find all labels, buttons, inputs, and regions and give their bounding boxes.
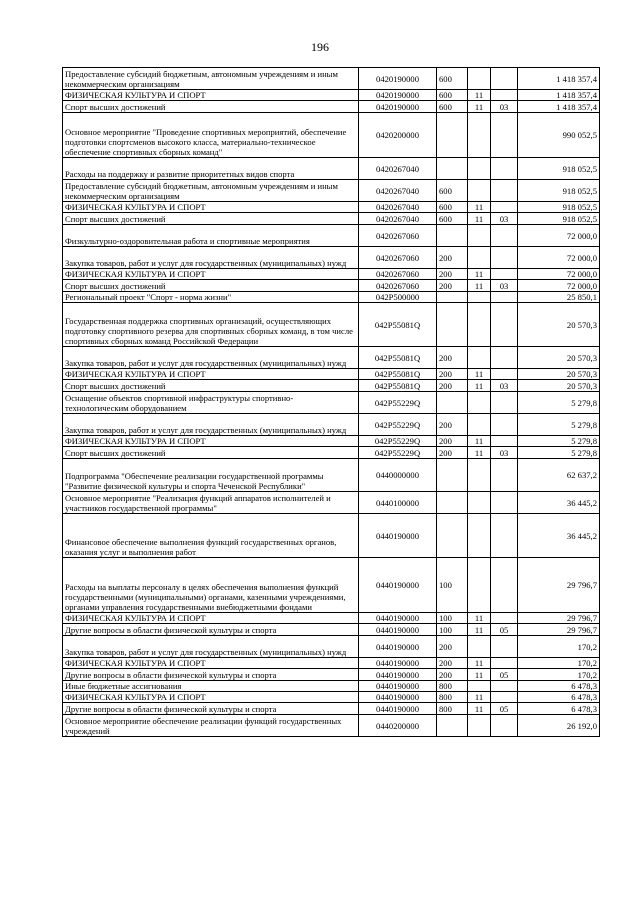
row-name: ФИЗИЧЕСКАЯ КУЛЬТУРА И СПОРТ — [63, 613, 359, 624]
row-sum: 20 570,3 — [518, 303, 600, 347]
table-row — [63, 158, 600, 180]
table-row — [63, 225, 600, 247]
row-section — [468, 715, 491, 737]
table-row — [63, 613, 600, 624]
row-name: ФИЗИЧЕСКАЯ КУЛЬТУРА И СПОРТ — [63, 90, 359, 101]
row-subsection — [491, 303, 518, 347]
row-expense-type: 100 — [437, 558, 468, 613]
row-name: Физкультурно-оздоровительная работа и спортивные мероприятия — [63, 225, 359, 247]
row-section — [468, 636, 491, 658]
row-code: 0440190000 — [359, 703, 437, 715]
row-expense-type: 600 — [437, 202, 468, 213]
row-section — [468, 459, 491, 492]
row-subsection: 03 — [491, 280, 518, 292]
row-name: ФИЗИЧЕСКАЯ КУЛЬТУРА И СПОРТ — [63, 202, 359, 213]
table-row — [63, 703, 600, 715]
table-row — [63, 101, 600, 113]
row-sum: 918 052,5 — [518, 202, 600, 213]
row-sum: 170,2 — [518, 658, 600, 669]
table-row — [63, 669, 600, 681]
row-subsection — [491, 292, 518, 303]
row-sum: 72 000,0 — [518, 280, 600, 292]
row-code: 0440190000 — [359, 636, 437, 658]
row-sum: 918 052,5 — [518, 158, 600, 180]
table-row — [63, 392, 600, 414]
row-section — [468, 681, 491, 692]
row-section: 11 — [468, 624, 491, 636]
row-expense-type: 200 — [437, 280, 468, 292]
table-row — [63, 113, 600, 158]
row-code: 0420267060 — [359, 225, 437, 247]
row-section — [468, 158, 491, 180]
row-subsection — [491, 68, 518, 90]
row-subsection — [491, 636, 518, 658]
row-subsection: 03 — [491, 213, 518, 225]
row-subsection — [491, 414, 518, 436]
row-name: Спорт высших достижений — [63, 380, 359, 392]
row-sum: 5 279,8 — [518, 392, 600, 414]
row-section: 11 — [468, 380, 491, 392]
row-section: 11 — [468, 436, 491, 447]
row-code: 042P55081Q — [359, 347, 437, 369]
row-code: 042P55229Q — [359, 436, 437, 447]
row-section — [468, 392, 491, 414]
table-row — [63, 269, 600, 280]
row-section: 11 — [468, 90, 491, 101]
row-sum: 6 478,3 — [518, 692, 600, 703]
row-sum: 170,2 — [518, 669, 600, 681]
row-name: Основное мероприятие "Проведение спортивных мероприятий, обеспечение подготовки спортсменов высокого класса, материально-техническое обеспечение спортивных сборных команд" — [63, 113, 359, 158]
table-row — [63, 247, 600, 269]
row-name: Другие вопросы в области физической культуры и спорта — [63, 703, 359, 715]
row-section: 11 — [468, 213, 491, 225]
row-section — [468, 492, 491, 514]
row-expense-type: 100 — [437, 624, 468, 636]
row-section — [468, 347, 491, 369]
row-section — [468, 558, 491, 613]
row-name: ФИЗИЧЕСКАЯ КУЛЬТУРА И СПОРТ — [63, 692, 359, 703]
row-name: ФИЗИЧЕСКАЯ КУЛЬТУРА И СПОРТ — [63, 269, 359, 280]
row-code: 0440190000 — [359, 692, 437, 703]
table-row — [63, 436, 600, 447]
row-code: 0420190000 — [359, 68, 437, 90]
row-subsection — [491, 269, 518, 280]
row-expense-type: 200 — [437, 658, 468, 669]
table-row — [63, 414, 600, 436]
row-subsection — [491, 658, 518, 669]
row-subsection — [491, 247, 518, 269]
row-expense-type — [437, 292, 468, 303]
row-code: 0440190000 — [359, 624, 437, 636]
row-name: Спорт высших достижений — [63, 101, 359, 113]
row-expense-type: 100 — [437, 613, 468, 624]
row-sum: 1 418 357,4 — [518, 101, 600, 113]
row-name: Закупка товаров, работ и услуг для государственных (муниципальных) нужд — [63, 247, 359, 269]
row-sum: 1 418 357,4 — [518, 68, 600, 90]
row-code: 0420200000 — [359, 113, 437, 158]
row-name: ФИЗИЧЕСКАЯ КУЛЬТУРА И СПОРТ — [63, 369, 359, 380]
row-expense-type: 600 — [437, 90, 468, 101]
row-subsection: 03 — [491, 101, 518, 113]
table-row — [63, 202, 600, 213]
row-expense-type: 200 — [437, 380, 468, 392]
row-subsection — [491, 369, 518, 380]
row-sum: 5 279,8 — [518, 447, 600, 459]
row-sum: 918 052,5 — [518, 213, 600, 225]
row-code: 0420190000 — [359, 101, 437, 113]
table-row — [63, 692, 600, 703]
row-expense-type: 200 — [437, 436, 468, 447]
row-sum: 20 570,3 — [518, 380, 600, 392]
row-section — [468, 303, 491, 347]
row-sum: 20 570,3 — [518, 347, 600, 369]
row-section: 11 — [468, 692, 491, 703]
row-code: 0420267060 — [359, 269, 437, 280]
row-expense-type: 200 — [437, 247, 468, 269]
row-name: Спорт высших достижений — [63, 280, 359, 292]
row-code: 042P55229Q — [359, 447, 437, 459]
row-sum: 72 000,0 — [518, 269, 600, 280]
page-number: 196 — [311, 40, 329, 54]
row-sum: 1 418 357,4 — [518, 90, 600, 101]
table-row — [63, 90, 600, 101]
row-code: 0440190000 — [359, 558, 437, 613]
row-subsection — [491, 715, 518, 737]
row-section: 11 — [468, 447, 491, 459]
row-expense-type: 800 — [437, 692, 468, 703]
row-subsection — [491, 492, 518, 514]
row-name: ФИЗИЧЕСКАЯ КУЛЬТУРА И СПОРТ — [63, 436, 359, 447]
row-section: 11 — [468, 101, 491, 113]
row-expense-type: 200 — [437, 669, 468, 681]
row-code: 042P500000 — [359, 292, 437, 303]
table-row — [63, 180, 600, 202]
row-code: 0440190000 — [359, 613, 437, 624]
row-code: 0440190000 — [359, 514, 437, 558]
row-code: 0420267040 — [359, 202, 437, 213]
row-sum: 29 796,7 — [518, 558, 600, 613]
row-code: 0420267040 — [359, 158, 437, 180]
row-subsection: 03 — [491, 380, 518, 392]
row-subsection: 03 — [491, 447, 518, 459]
row-name: Основное мероприятие "Реализация функций аппаратов исполнителей и участников государственной программы" — [63, 492, 359, 514]
row-sum: 26 192,0 — [518, 715, 600, 737]
row-subsection — [491, 459, 518, 492]
row-sum: 5 279,8 — [518, 436, 600, 447]
row-sum: 29 796,7 — [518, 613, 600, 624]
row-expense-type — [437, 492, 468, 514]
row-code: 042P55081Q — [359, 369, 437, 380]
row-section — [468, 180, 491, 202]
row-expense-type — [437, 514, 468, 558]
row-sum: 20 570,3 — [518, 369, 600, 380]
row-subsection — [491, 681, 518, 692]
row-section — [468, 68, 491, 90]
table-row — [63, 369, 600, 380]
row-code: 0440100000 — [359, 492, 437, 514]
row-sum: 62 637,2 — [518, 459, 600, 492]
row-subsection — [491, 90, 518, 101]
table-row — [63, 459, 600, 492]
table-row — [63, 280, 600, 292]
row-subsection — [491, 225, 518, 247]
row-expense-type: 600 — [437, 68, 468, 90]
row-expense-type — [437, 459, 468, 492]
row-subsection — [491, 158, 518, 180]
row-name: Другие вопросы в области физической культуры и спорта — [63, 669, 359, 681]
row-expense-type: 200 — [437, 369, 468, 380]
row-section: 11 — [468, 669, 491, 681]
table-row — [63, 558, 600, 613]
row-sum: 170,2 — [518, 636, 600, 658]
table-row — [63, 681, 600, 692]
row-expense-type: 600 — [437, 180, 468, 202]
row-expense-type: 600 — [437, 213, 468, 225]
row-code: 0420267060 — [359, 280, 437, 292]
row-section — [468, 514, 491, 558]
row-subsection — [491, 180, 518, 202]
table-row — [63, 492, 600, 514]
row-sum: 5 279,8 — [518, 414, 600, 436]
row-name: Закупка товаров, работ и услуг для государственных (муниципальных) нужд — [63, 636, 359, 658]
row-expense-type — [437, 225, 468, 247]
row-section — [468, 113, 491, 158]
row-subsection — [491, 692, 518, 703]
row-sum: 25 850,1 — [518, 292, 600, 303]
row-subsection — [491, 392, 518, 414]
row-expense-type — [437, 303, 468, 347]
table-row — [63, 658, 600, 669]
row-section: 11 — [468, 369, 491, 380]
row-section — [468, 292, 491, 303]
row-code: 042P55081Q — [359, 380, 437, 392]
table-row — [63, 380, 600, 392]
row-expense-type: 600 — [437, 101, 468, 113]
row-name: Государственная поддержка спортивных организаций, осуществляющих подготовку спортивного резерва для спортивных сборных команд, в том числе спортивных сборных команд Российской Федерации — [63, 303, 359, 347]
row-code: 0440190000 — [359, 669, 437, 681]
row-code: 0440000000 — [359, 459, 437, 492]
row-expense-type: 200 — [437, 636, 468, 658]
row-sum: 918 052,5 — [518, 180, 600, 202]
row-subsection: 05 — [491, 624, 518, 636]
row-sum: 36 445,2 — [518, 492, 600, 514]
row-sum: 72 000,0 — [518, 225, 600, 247]
row-sum: 72 000,0 — [518, 247, 600, 269]
row-expense-type — [437, 715, 468, 737]
row-subsection — [491, 558, 518, 613]
row-expense-type — [437, 158, 468, 180]
row-code: 0420267040 — [359, 180, 437, 202]
row-section: 11 — [468, 202, 491, 213]
row-sum: 6 478,3 — [518, 703, 600, 715]
row-expense-type: 800 — [437, 703, 468, 715]
table-row — [63, 514, 600, 558]
budget-table-body — [63, 68, 600, 737]
row-section: 11 — [468, 613, 491, 624]
row-subsection — [491, 613, 518, 624]
row-section: 11 — [468, 280, 491, 292]
row-code: 0440200000 — [359, 715, 437, 737]
row-code: 0420267040 — [359, 213, 437, 225]
table-row — [63, 624, 600, 636]
row-subsection — [491, 436, 518, 447]
row-section — [468, 414, 491, 436]
budget-table — [62, 67, 600, 737]
table-row — [63, 715, 600, 737]
row-name: Закупка товаров, работ и услуг для государственных (муниципальных) нужд — [63, 414, 359, 436]
row-expense-type: 200 — [437, 269, 468, 280]
row-name: Закупка товаров, работ и услуг для государственных (муниципальных) нужд — [63, 347, 359, 369]
table-row — [63, 292, 600, 303]
row-name: Другие вопросы в области физической культуры и спорта — [63, 624, 359, 636]
row-subsection — [491, 202, 518, 213]
row-code: 0420190000 — [359, 90, 437, 101]
row-expense-type — [437, 392, 468, 414]
row-code: 0440190000 — [359, 681, 437, 692]
row-section: 11 — [468, 269, 491, 280]
row-code: 0420267060 — [359, 247, 437, 269]
row-name: Расходы на выплаты персоналу в целях обеспечения выполнения функций государственными (муниципальными) органами, казенными учреждениями, органами управления государственными внебюджетными фондами — [63, 558, 359, 613]
row-sum: 6 478,3 — [518, 681, 600, 692]
row-expense-type: 200 — [437, 347, 468, 369]
row-code: 042P55081Q — [359, 303, 437, 347]
row-name: ФИЗИЧЕСКАЯ КУЛЬТУРА И СПОРТ — [63, 658, 359, 669]
row-name: Основное мероприятие обеспечение реализации функций государственных учреждений — [63, 715, 359, 737]
row-subsection — [491, 113, 518, 158]
table-row — [63, 636, 600, 658]
row-section — [468, 247, 491, 269]
row-section: 11 — [468, 703, 491, 715]
row-name: Предоставление субсидий бюджетным, автономным учреждениям и иным некоммерческим организациям — [63, 68, 359, 90]
row-name: Подпрограмма "Обеспечение реализации государственной программы "Развитие физической культуры и спорта Чеченской Республики" — [63, 459, 359, 492]
row-subsection: 05 — [491, 669, 518, 681]
row-name: Спорт высших достижений — [63, 213, 359, 225]
row-sum: 990 052,5 — [518, 113, 600, 158]
row-name: Региональный проект "Спорт - норма жизни" — [63, 292, 359, 303]
row-sum: 29 796,7 — [518, 624, 600, 636]
row-expense-type — [437, 113, 468, 158]
row-expense-type: 200 — [437, 447, 468, 459]
row-name: Спорт высших достижений — [63, 447, 359, 459]
row-subsection: 05 — [491, 703, 518, 715]
row-name: Оснащение объектов спортивной инфраструктуры спортивно-технологическим оборудованием — [63, 392, 359, 414]
row-subsection — [491, 347, 518, 369]
table-row — [63, 447, 600, 459]
table-row — [63, 347, 600, 369]
row-name: Предоставление субсидий бюджетным, автономным учреждениям и иным некоммерческим организациям — [63, 180, 359, 202]
row-section — [468, 225, 491, 247]
row-name: Иные бюджетные ассигнования — [63, 681, 359, 692]
table-row — [63, 213, 600, 225]
row-sum: 36 445,2 — [518, 514, 600, 558]
table-row — [63, 303, 600, 347]
row-expense-type: 800 — [437, 681, 468, 692]
row-expense-type: 200 — [437, 414, 468, 436]
row-code: 0440190000 — [359, 658, 437, 669]
row-subsection — [491, 514, 518, 558]
row-section: 11 — [468, 658, 491, 669]
row-name: Расходы на поддержку и развитие приоритетных видов спорта — [63, 158, 359, 180]
table-row — [63, 68, 600, 90]
row-name: Финансовое обеспечение выполнения функций государственных органов, оказания услуг и выполнения работ — [63, 514, 359, 558]
row-code: 042P55229Q — [359, 414, 437, 436]
row-code: 042P55229Q — [359, 392, 437, 414]
